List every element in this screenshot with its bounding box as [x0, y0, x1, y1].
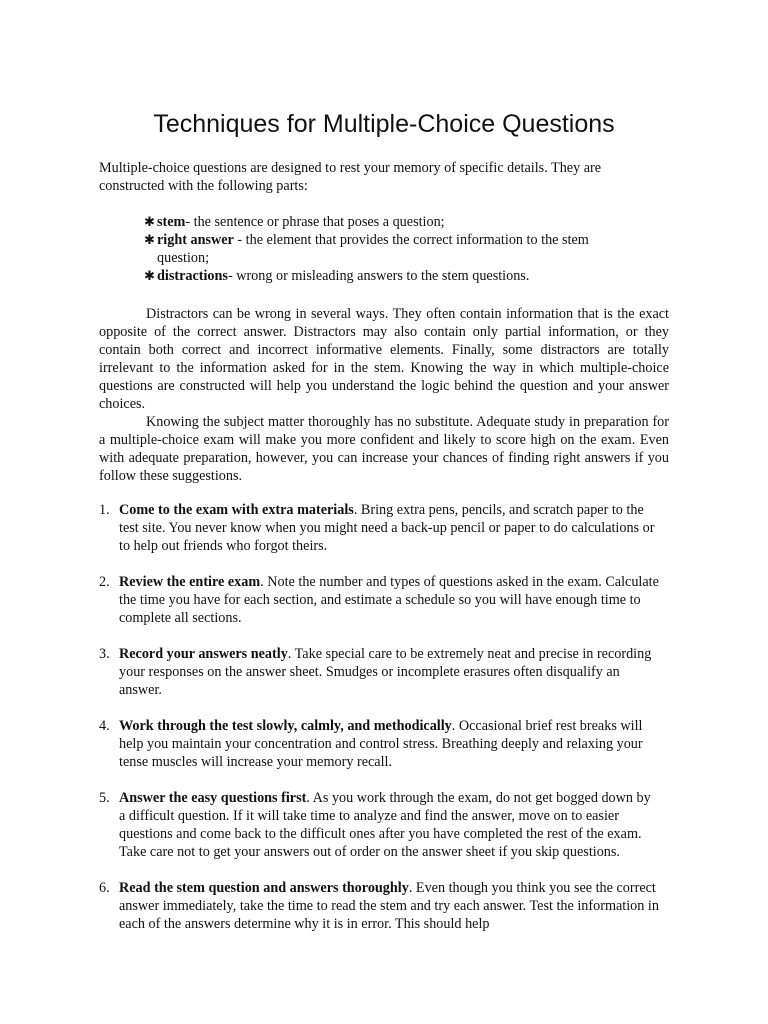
part-description: - the sentence or phrase that poses a question; [185, 214, 445, 230]
item-heading: Work through the test slowly, calmly, and methodically [119, 718, 452, 734]
list-item [99, 789, 659, 861]
list-item [144, 231, 624, 267]
item-heading: Review the entire exam [119, 574, 261, 590]
part-description: - wrong or misleading answers to the stem questions. [227, 268, 530, 284]
item-heading: Record your answers neatly [119, 646, 288, 662]
item-text: . Occasional brief rest breaks will help you maintain your concentration and control stress. Breathing deeply and relaxing your tense muscles will increase your memory recall. [119, 718, 643, 770]
part-description: - the element that provides the correct information to the stem question; [157, 232, 589, 266]
item-number: 1. [99, 502, 110, 518]
item-text: . Take special care to be extremely neat and precise in recording your responses on the answer sheet. Smudges or incomplete erasures often disqualify an answer. [119, 646, 652, 698]
list-item [99, 645, 659, 699]
question-parts-list [144, 213, 624, 285]
asterisk-bullet-icon: ✱ [144, 268, 155, 283]
item-text: . Even though you think you see the correct answer immediately, take the time to read the stem and try each answer. Test the information in each of the answers determine why it is in error. This should help [119, 880, 659, 932]
part-term: distractions [157, 268, 228, 284]
item-number: 6. [99, 880, 110, 896]
item-text: . Note the number and types of questions asked in the exam. Calculate the time you have for each section, and estimate a schedule so you will have enough time to complete all sections. [119, 574, 659, 626]
list-item [99, 879, 659, 933]
item-heading: Come to the exam with extra materials [119, 502, 354, 518]
list-item [144, 267, 624, 285]
part-term: right answer [157, 232, 234, 248]
part-term: stem [157, 214, 186, 230]
intro-paragraph: Multiple-choice questions are designed to rest your memory of specific details. They are constructed with the following parts: [99, 160, 602, 194]
item-text: . As you work through the exam, do not get bogged down by a difficult question. If it will take time to analyze and find the answer, move on to easier questions and come back to the difficult ones after you have completed the rest of the exam. Take care not to get your answers out of order on the answer sheet if you skip questions. [119, 790, 651, 860]
item-number: 3. [99, 646, 110, 662]
asterisk-bullet-icon: ✱ [144, 214, 155, 229]
list-item [99, 573, 659, 627]
item-heading: Read the stem question and answers thoroughly [119, 880, 409, 896]
list-item [99, 501, 659, 555]
document-title: Techniques for Multiple-Choice Questions [153, 110, 615, 138]
item-number: 4. [99, 718, 110, 734]
list-item [144, 213, 624, 231]
item-text: . Bring extra pens, pencils, and scratch paper to the test site. You never know when you might need a back-up pencil or paper to do calculations or to help out friends who forgot theirs. [119, 502, 655, 554]
asterisk-bullet-icon: ✱ [144, 232, 155, 247]
item-number: 5. [99, 790, 110, 806]
suggestions-list [99, 501, 659, 951]
item-heading: Answer the easy questions first [119, 790, 307, 806]
list-item [99, 717, 659, 771]
item-number: 2. [99, 574, 110, 590]
subject-matter-paragraph: Knowing the subject matter thoroughly has no substitute. Adequate study in preparation for a multiple-choice exam will make you more confident and likely to score high on the exam. Even with adequate preparation, however, you can increase your chances of finding right answers if you follow these suggestions. [99, 414, 669, 484]
distractors-paragraph: Distractors can be wrong in several ways. They often contain information that is the exact opposite of the correct answer. Distractors may also contain only partial information, or they contain both correct and incorrect informative elements. Finally, some distractors are totally irrelevant to the information asked for in the stem. Knowing the way in which multiple-choice questions are constructed will help you understand the logic behind the question and your answer choices. [99, 306, 669, 412]
